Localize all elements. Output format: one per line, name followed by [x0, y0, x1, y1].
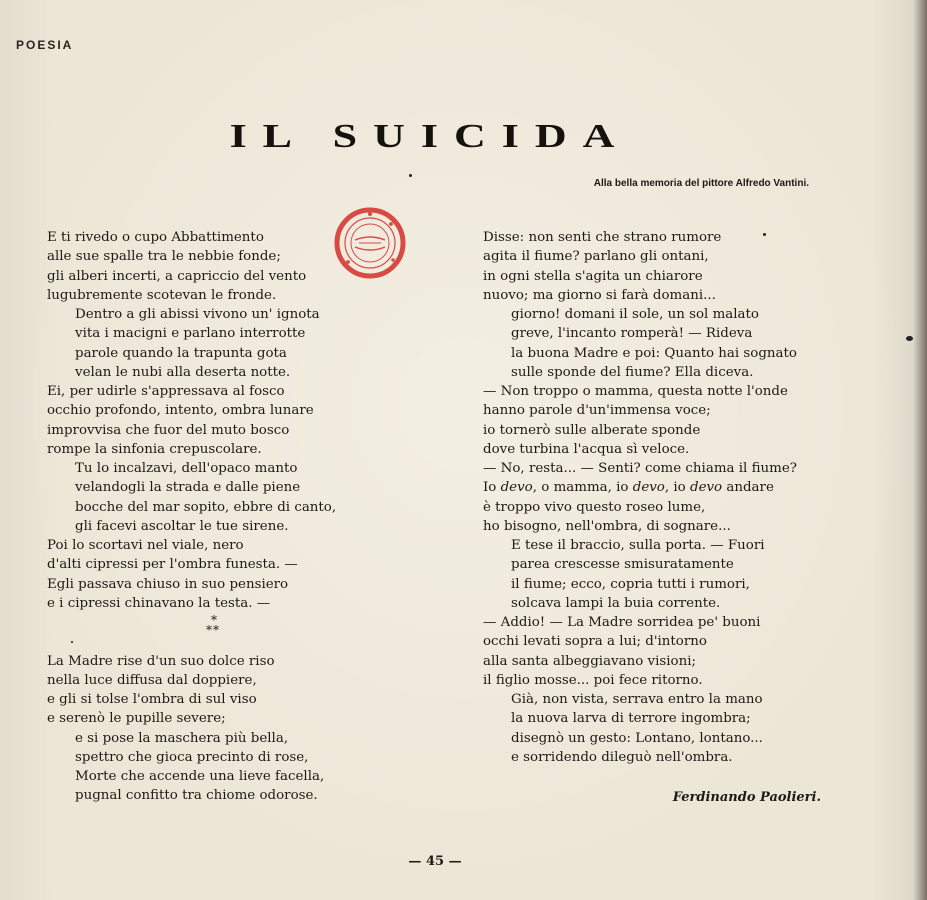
- ink-speck: [71, 641, 73, 643]
- verse-line: greve, l'incanto romperà! — Rideva: [511, 326, 753, 342]
- verse-line: d'alti cipressi per l'ombra funesta. —: [47, 557, 298, 573]
- verse-line: nuovo; ma giorno si farà domani...: [483, 287, 716, 303]
- verse-line: il figlio mosse... poi fece ritorno.: [483, 672, 703, 688]
- ink-speck: [763, 233, 766, 236]
- verse-line: occhio profondo, intento, ombra lunare: [47, 403, 314, 419]
- verse-line: Morte che accende una lieve facella,: [75, 769, 325, 784]
- verse-line: gli alberi incerti, a capriccio del vento: [47, 268, 307, 284]
- verse-line: [483, 478, 823, 497]
- verse-line: gli facevi ascoltar le tue sirene.: [75, 518, 289, 534]
- verse-line: nella luce diffusa dal doppiere,: [47, 672, 257, 688]
- verse-line: giorno! domani il sole, un sol malato: [511, 307, 759, 322]
- verse-line: il fiume; ecco, copria tutti i rumori,: [511, 576, 750, 592]
- verse-line: io tornerò sulle alberate sponde: [483, 422, 701, 438]
- verse-line: agita il fiume? parlano gli ontani,: [483, 249, 709, 265]
- verse-line: E tese il braccio, sulla porta. — Fuori: [511, 538, 765, 553]
- verse-line: La Madre rise d'un suo dolce riso: [47, 653, 275, 669]
- verse-line: occhi levati sopra a lui; d'intorno: [483, 634, 707, 650]
- verse-line: parole quando la trapunta gota: [75, 345, 287, 361]
- ink-speck: [409, 174, 412, 177]
- verse-line: e gli si tolse l'ombra di sul viso: [47, 692, 257, 707]
- verse-line: hanno parole d'un'immensa voce;: [483, 403, 711, 419]
- verse-line: Poi lo scortavi nel viale, nero: [47, 538, 244, 553]
- page-number: — 45 —: [408, 854, 462, 869]
- verse-line: solcava lampi la buia corrente.: [511, 595, 721, 611]
- verse-line: Già, non vista, serrava entro la mano: [511, 692, 763, 707]
- poem-title: IL SUICIDA: [229, 116, 631, 155]
- poem-right-column: [483, 228, 823, 767]
- author-signature: Ferdinando Paolieri.: [672, 790, 821, 805]
- verse-line: alla santa albeggiavano visioni;: [483, 653, 697, 669]
- verse-line: vita i macigni e parlano interrotte: [75, 326, 306, 342]
- verse-emphasis: devo: [690, 480, 723, 496]
- verse-line: disegnò un gesto: Lontano, lontano...: [511, 730, 763, 746]
- asterism-separator: [47, 613, 377, 652]
- verse-line: improvvisa che fuor del muto bosco: [47, 422, 290, 438]
- asterism-bottom: **: [206, 623, 220, 637]
- verse-line: Egli passava chiuso in suo pensiero: [47, 576, 289, 592]
- poem-dedication: Alla bella memoria del pittore Alfredo Vantini.: [593, 178, 809, 189]
- verse-line: rompe la sinfonia crepuscolare.: [47, 441, 262, 457]
- verse-line: e sorridendo dileguò nell'ombra.: [511, 749, 733, 765]
- verse-line: spettro che gioca precinto di rose,: [75, 749, 309, 765]
- verse-line: lugubremente scotevan le fronde.: [47, 287, 277, 303]
- verse-line: — Addio! — La Madre sorridea pe' buoni: [483, 615, 761, 630]
- verse-line: ho bisogno, nell'ombra, di sognare...: [483, 518, 731, 534]
- verse-line: velandogli la strada e dalle piene: [75, 480, 301, 496]
- verse-line: pugnal confitto tra chiome odorose.: [75, 788, 318, 804]
- verse-line: è troppo vivo questo roseo lume,: [483, 499, 706, 515]
- verse-fragment: , io: [664, 480, 690, 496]
- asterism-top: *: [211, 613, 217, 627]
- verse-fragment: Io: [483, 480, 501, 496]
- verse-line: — Non troppo o mamma, questa notte l'onde: [483, 384, 788, 399]
- verse-line: e si pose la maschera più bella,: [75, 730, 289, 746]
- verse-line: — No, resta... — Senti? come chiama il fiume?: [483, 461, 797, 476]
- verse-line: alle sue spalle tra le nebbie fonde;: [47, 249, 281, 265]
- verse-line: Disse: non senti che strano rumore: [483, 230, 722, 245]
- verse-emphasis: devo: [632, 480, 665, 496]
- verse-line: Tu lo incalzavi, dell'opaco manto: [75, 461, 298, 476]
- binding-shadow: [913, 0, 927, 900]
- verse-line: la nuova larva di terrore ingombra;: [511, 711, 751, 727]
- verse-fragment: andare: [722, 480, 774, 496]
- verse-line: Dentro a gli abissi vivono un' ignota: [75, 307, 320, 322]
- verse-line: sulle sponde del fiume? Ella diceva.: [511, 364, 754, 380]
- verse-line: velan le nubi alla deserta notte.: [75, 364, 291, 380]
- verse-line: dove turbina l'acqua sì veloce.: [483, 441, 690, 457]
- verse-line: parea crescesse smisuratamente: [511, 557, 734, 573]
- verse-line: in ogni stella s'agita un chiarore: [483, 268, 703, 284]
- section-label: POESIA: [16, 38, 74, 52]
- verse-line: e serenò le pupille severe;: [47, 711, 226, 727]
- ink-speck: [906, 336, 913, 341]
- verse-line: bocche del mar sopito, ebbre di canto,: [75, 499, 337, 515]
- poem-left-column: [47, 228, 377, 806]
- verse-line: e i cipressi chinavano la testa. —: [47, 595, 271, 611]
- verse-line: Ei, per udirle s'appressava al fosco: [47, 384, 285, 399]
- verse-line: la buona Madre e poi: Quanto hai sognato: [511, 345, 797, 361]
- verse-emphasis: devo: [500, 480, 533, 496]
- verse-fragment: , o mamma, io: [532, 480, 633, 496]
- verse-line: E ti rivedo o cupo Abbattimento: [47, 230, 264, 245]
